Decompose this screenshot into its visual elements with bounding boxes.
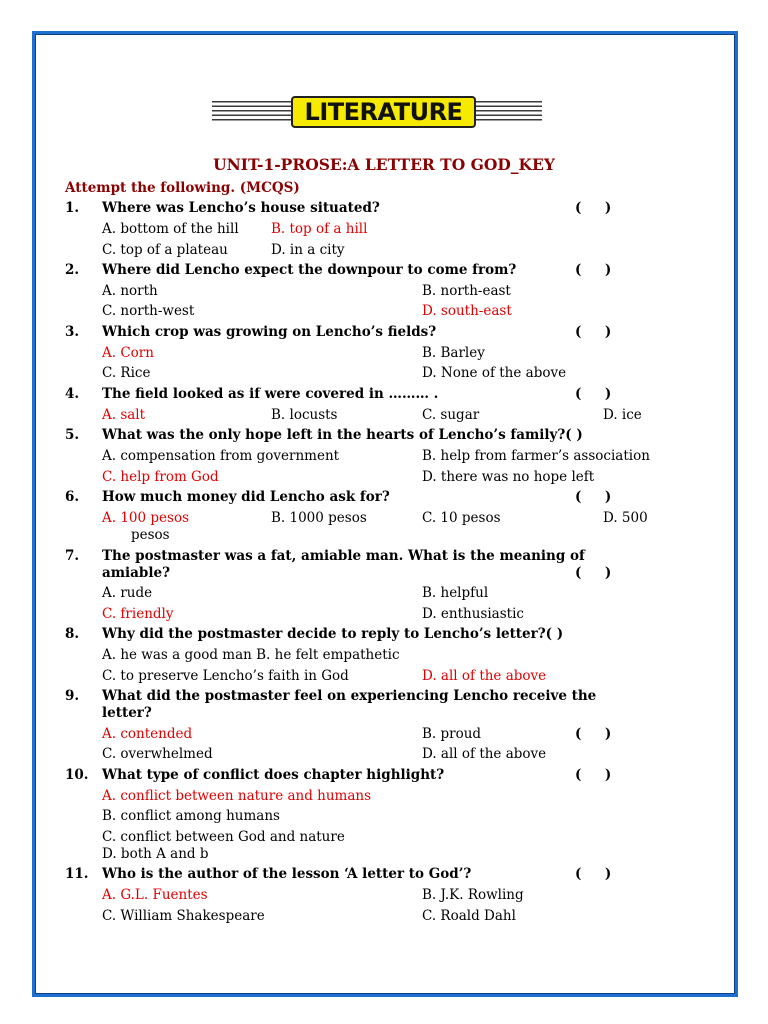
option-c: C. top of a plateau	[102, 242, 228, 258]
option-b: B. proud	[422, 726, 482, 742]
question-number: 1.	[65, 200, 80, 216]
question-text: Which crop was growing on Lencho’s fields?	[102, 324, 437, 340]
option-a-answer: A. salt	[102, 407, 146, 423]
option-a: A. compensation from government	[102, 448, 340, 464]
option-c: C. sugar	[422, 407, 480, 423]
option-d: D. enthusiastic	[422, 606, 524, 622]
option-d-answer: D. all of the above	[422, 668, 547, 684]
literature-banner	[212, 96, 542, 128]
answer-bracket: ( )	[575, 324, 612, 340]
answer-bracket: ( )	[575, 726, 612, 742]
answer-bracket: ( )	[575, 200, 612, 216]
option-a: A. rude	[102, 585, 153, 601]
option-d: D. in a city	[271, 242, 345, 258]
question-text: Who is the author of the lesson ‘A letter to God’?	[102, 866, 472, 882]
option-c: C. overwhelmed	[102, 746, 213, 762]
option-d: D. None of the above	[422, 365, 567, 381]
option-b: B. north-east	[422, 283, 511, 299]
banner-label: LITERATURE	[291, 96, 476, 128]
option-c-answer: C. friendly	[102, 606, 174, 622]
option-d: D. 500	[603, 510, 648, 526]
page-title: UNIT-1-PROSE:A LETTER TO GOD_KEY	[213, 155, 555, 174]
question-number: 6.	[65, 489, 80, 505]
option-d-answer: D. south-east	[422, 303, 512, 319]
option-c-answer: C. help from God	[102, 469, 219, 485]
question-number: 8.	[65, 626, 80, 642]
option-d: D. both A and b	[102, 846, 209, 862]
option-c: C. to preserve Lencho’s faith in God	[102, 668, 349, 684]
option-b: B. helpful	[422, 585, 489, 601]
option-b: B. Barley	[422, 345, 485, 361]
question-text-line-2: letter?	[102, 705, 152, 721]
question-text: What was the only hope left in the hearts of Lencho’s family?( )	[102, 427, 583, 443]
option-d: D. ice	[603, 407, 642, 423]
answer-bracket: ( )	[575, 489, 612, 505]
question-text-line-1: The postmaster was a fat, amiable man. What is the meaning of	[102, 548, 585, 564]
option-c: C. north-west	[102, 303, 195, 319]
option-a-b: A. he was a good man B. he felt empathetic	[102, 647, 400, 663]
option-a-answer: A. contended	[102, 726, 193, 742]
question-text: Where was Lencho’s house situated?	[102, 200, 380, 216]
question-text: Where did Lencho expect the downpour to come from?	[102, 262, 517, 278]
option-d: C. Roald Dahl	[422, 908, 516, 924]
answer-bracket: ( )	[575, 767, 612, 783]
question-number: 7.	[65, 548, 80, 564]
option-b: B. conflict among humans	[102, 808, 280, 824]
option-c: C. Rice	[102, 365, 151, 381]
question-text-line-1: What did the postmaster feel on experiencing Lencho receive the	[102, 688, 597, 704]
option-b: B. J.K. Rowling	[422, 887, 524, 903]
answer-bracket: ( )	[575, 386, 612, 402]
question-text: Why did the postmaster decide to reply to Lencho’s letter?( )	[102, 626, 564, 642]
option-d-continued: pesos	[131, 527, 170, 543]
option-d: D. there was no hope left	[422, 469, 595, 485]
option-a: A. bottom of the hill	[102, 221, 239, 237]
question-number: 11.	[65, 866, 89, 882]
option-b: B. locusts	[271, 407, 338, 423]
option-c: C. William Shakespeare	[102, 908, 265, 924]
answer-bracket: ( )	[575, 866, 612, 882]
answer-bracket: ( )	[575, 262, 612, 278]
option-b-answer: B. top of a hill	[271, 221, 368, 237]
option-c: C. conflict between God and nature	[102, 829, 345, 845]
question-text: How much money did Lencho ask for?	[102, 489, 390, 505]
option-c: C. 10 pesos	[422, 510, 501, 526]
option-a-answer: A. G.L. Fuentes	[102, 887, 208, 903]
option-a-answer: A. 100 pesos	[102, 510, 190, 526]
question-text: What type of conflict does chapter highlight?	[102, 767, 445, 783]
question-number: 2.	[65, 262, 80, 278]
question-number: 5.	[65, 427, 80, 443]
option-b: B. 1000 pesos	[271, 510, 367, 526]
option-b: B. help from farmer’s association	[422, 448, 650, 464]
option-a-answer: A. conflict between nature and humans	[102, 788, 372, 804]
option-a: A. north	[102, 283, 158, 299]
instructions: Attempt the following. (MCQS)	[65, 180, 300, 196]
option-d: D. all of the above	[422, 746, 547, 762]
question-number: 9.	[65, 688, 80, 704]
question-number: 3.	[65, 324, 80, 340]
question-number: 10.	[65, 767, 89, 783]
question-text-line-2: amiable?	[102, 565, 170, 581]
question-number: 4.	[65, 386, 80, 402]
question-text: The field looked as if were covered in ……… .	[102, 386, 439, 402]
option-a-answer: A. Corn	[102, 345, 154, 361]
banner-stripes-left	[212, 101, 292, 123]
answer-bracket: ( )	[575, 565, 612, 581]
